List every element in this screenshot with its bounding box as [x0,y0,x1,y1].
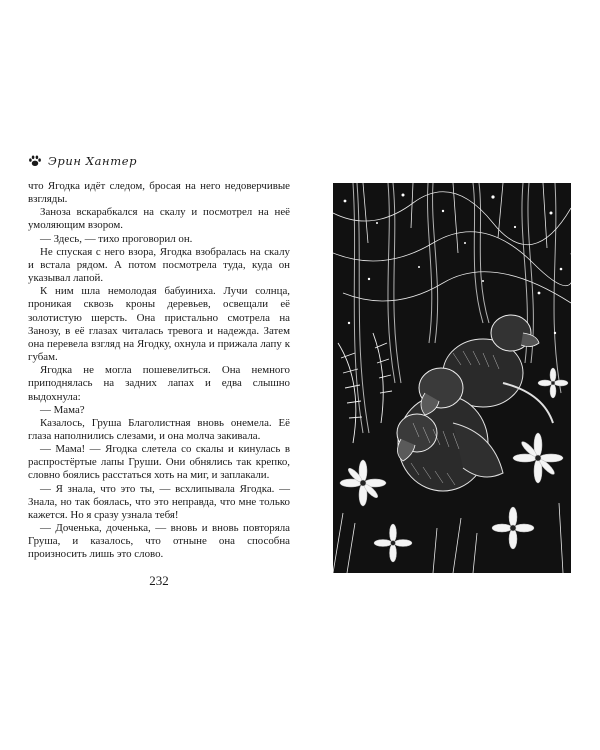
paragraph: К ним шла немолодая бабуиниха. Лучи солнца, проникая сквозь кроны деревьев, освещали её золотистую шерсть. Она пристально смотрела на Занозу, в её глазах читалась тревога и надежда. Затем она перевела взгляд на Ягодку, охнула и прижала лапу к губам. [28,285,290,364]
paragraph: — Мама? [40,403,85,416]
paragraph: — Доченька, доченька, — вновь и вновь повторяла Груша, и казалось, что отныне она способна произносить лишь это слово. [28,522,290,561]
left-page [28,152,290,562]
paragraph: — Я знала, что это ты, — всхлипывала Ягодка. — Знала, но так боялась, что это неправда, что мне только кажется. Но я сразу узнала тебя! [28,482,290,521]
body-text [28,180,290,562]
paragraph: — Мама! — Ягодка слетела со скалы и кинулась в распростёртые лапы Груши. Они обнялись так крепко, словно боялись расстаться хоть на миг, и заплакали. [28,443,290,482]
page-number: 232 [149,573,169,588]
running-head-author: Эрин Хантер [48,154,138,168]
paragraph: — Здесь, — тихо проговорил он. [40,232,193,245]
paw-print-icon [28,154,42,168]
running-head [28,152,290,170]
illustration [333,183,571,573]
baboons-illustration [333,183,571,573]
paragraph: Казалось, Груша Благолистная вновь онемела. Её глаза наполнились слезами, и она молча закивала. [28,416,290,442]
paragraph: Ягодка не могла пошевелиться. Она немного приподнялась на задних лапах и едва слышно выдохнула: [28,364,290,403]
paragraph: Не спуская с него взора, Ягодка взобралась на скалу и встала рядом. А потом посмотрела туда, куда он указывал лапой. [28,245,290,285]
paragraph: что Ягодка идёт следом, бросая на него недоверчивые взгляды. [28,180,290,206]
paragraph: Заноза вскарабкался на скалу и посмотрел на неё умоляющим взором. [28,206,290,232]
